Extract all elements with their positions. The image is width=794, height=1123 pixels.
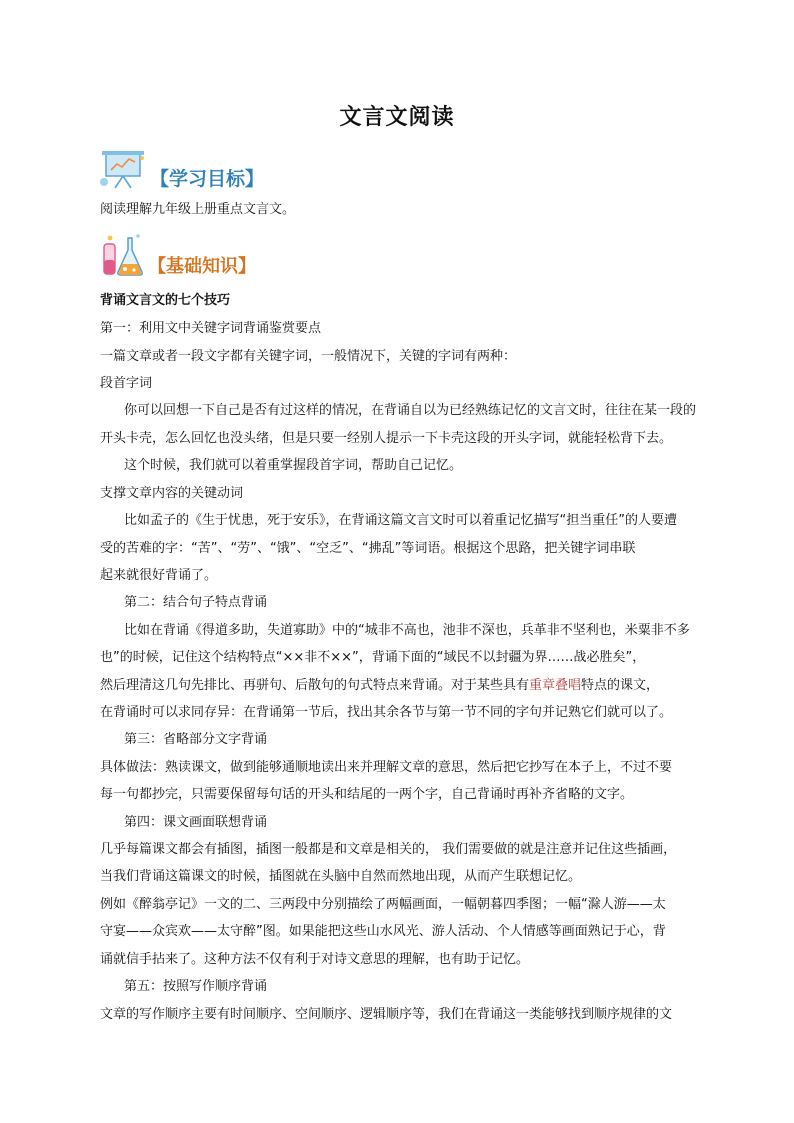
text-line xyxy=(100,677,725,695)
chemistry-flask-icon xyxy=(98,232,148,278)
text-segment: 特点的课文， xyxy=(581,678,660,693)
text-line: 当我们背诵这篇课文的时候，插图就在头脑中自然而然地出现，从而产生联想记忆。 xyxy=(100,869,582,884)
text-line: 守宴——众宾欢——太守醉”图。如果能把这些山水风光、游人活动、个人情感等画面熟记于心，背 xyxy=(100,924,666,939)
section-heading: 背诵文言文的七个技巧 xyxy=(100,293,231,308)
text-line: 比如孟子的《生于忧患，死于安乐》，在背诵这篇文言文时可以着重记忆描写“担当重任”的人要遭 xyxy=(124,513,677,528)
text-line: 你可以回想一下自己是否有过这样的情况，在背诵自以为已经熟练记忆的文言文时，往往在某一段的 xyxy=(124,403,697,418)
goal-section-label: 【学习目标】 xyxy=(150,168,265,190)
knowledge-section-label: 【基础知识】 xyxy=(148,256,256,277)
text-line: 诵就信手拈来了。这种方法不仅有利于对诗文意思的理解，也有助于记忆。 xyxy=(100,952,530,967)
knowledge-section-header xyxy=(98,232,256,278)
text-segment: 然后理清这几句先排比、再骈句、后散句的句式特点来背诵。对于某些具有 xyxy=(100,678,530,693)
goal-section-header xyxy=(98,148,264,190)
text-line: 文章的写作顺序主要有时间顺序、空间顺序、逻辑顺序等，我们在背诵这一类能够找到顺序规律的文 xyxy=(100,1007,673,1022)
goal-text: 阅读理解九年级上册重点文言文。 xyxy=(100,202,296,217)
text-line: 支撑文章内容的关键动词 xyxy=(100,486,244,501)
text-line: 第二：结合句子特点背诵 xyxy=(124,595,268,610)
text-line: 例如《醉翁亭记》一文的二、三两段中分别描绘了两幅画面，一幅朝暮四季图；一幅“滁人游——太 xyxy=(100,897,666,912)
text-line: 一篇文章或者一段文字都有关键字词，一般情况下，关键的字词有两种： xyxy=(100,349,517,364)
text-line: 几乎每篇课文都会有插图，插图一般都是和文章是相关的， 我们需要做的就是注意并记住这些插画， xyxy=(100,842,677,857)
text-line: 受的苦难的字：“苦”、“劳”、“饿”、“空乏”、“拂乱”等词语。根据这个思路，把关键字词串联 xyxy=(100,541,636,556)
text-line: 也”的时候，记住这个结构特点“××非不××”，背诵下面的“域民不以封疆为界……战必胜矣”， xyxy=(100,650,646,665)
text-line: 第三：省略部分文字背诵 xyxy=(124,732,268,747)
text-line: 这个时候，我们就可以着重掌握段首字词，帮助自己记忆。 xyxy=(124,458,463,473)
text-line: 第四：课文画面联想背诵 xyxy=(124,815,268,830)
text-line: 在背诵时可以求同存异：在背诵第一节后，找出其余各节与第一节不同的字句并记熟它们就可以了。 xyxy=(100,705,673,720)
presentation-board-icon xyxy=(98,148,150,190)
emphasis-term: 重章叠唱 xyxy=(529,678,582,693)
text-line: 开头卡壳，怎么回忆也没头绪，但是只要一经别人提示一下卡壳这段的开头字词，就能轻松背下去。 xyxy=(100,431,673,446)
text-line: 起来就很好背诵了。 xyxy=(100,568,218,583)
text-line: 第五：按照写作顺序背诵 xyxy=(124,979,268,994)
text-line: 具体做法：熟读课文，做到能够通顺地读出来并理解文章的意思，然后把它抄写在本子上，不过不要 xyxy=(100,760,673,775)
text-line: 每一句都抄完，只需要保留每句话的开头和结尾的一两个字，自己背诵时再补齐省略的文字。 xyxy=(100,787,634,802)
text-line: 段首字词 xyxy=(100,376,153,391)
text-line: 第一：利用文中关键字词背诵鉴赏要点 xyxy=(100,321,322,336)
text-line: 比如在背诵《得道多助，失道寡助》中的“城非不高也，池非不深也，兵革非不坚利也，米粟非不多 xyxy=(124,623,690,638)
page-title: 文言文阅读 xyxy=(339,104,455,130)
